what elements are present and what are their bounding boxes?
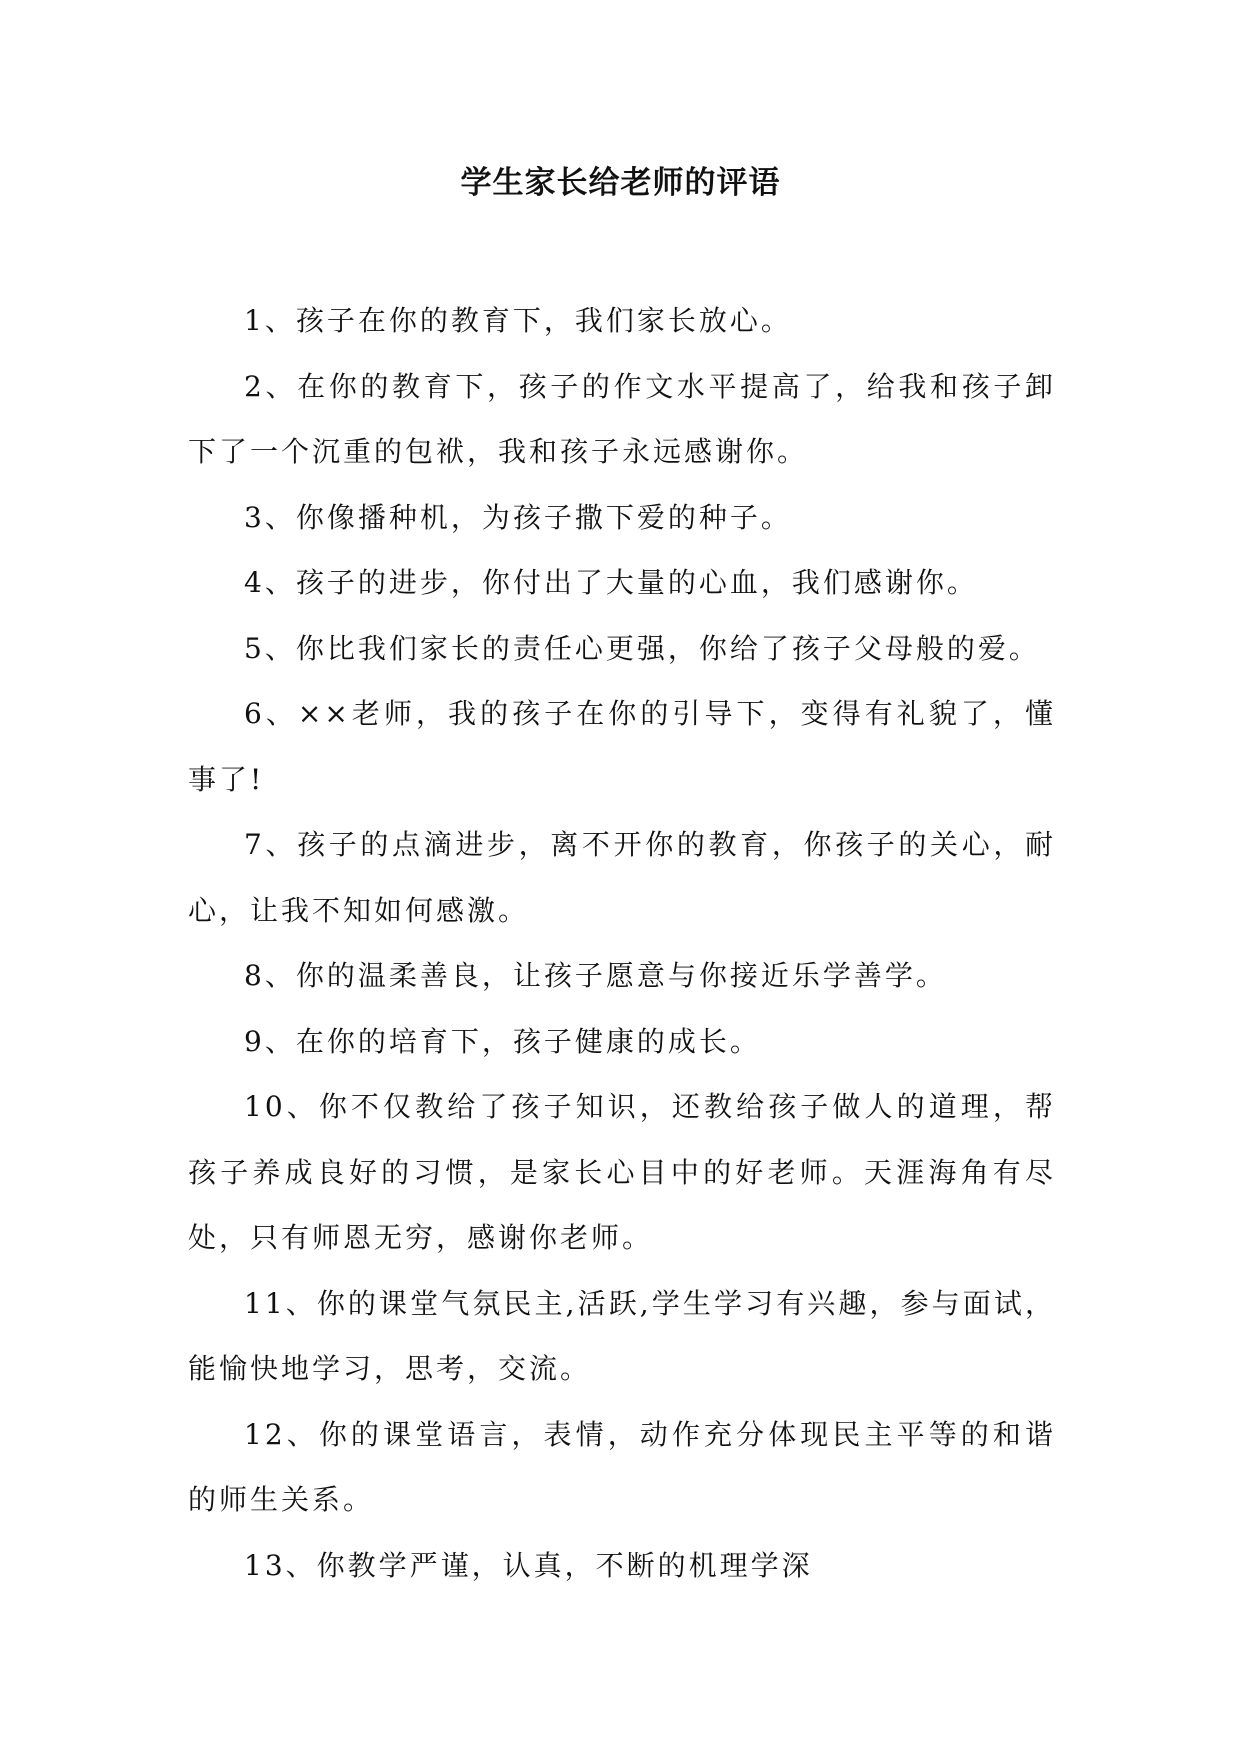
paragraph-4: 4、孩子的进步，你付出了大量的心血，我们感谢你。 (244, 566, 978, 599)
paragraph-6: 6、××老师，我的孩子在你的引导下，变得有礼貌了，懂事了! (188, 697, 1056, 796)
paragraph-10: 10、你不仅教给了孩子知识，还教给孩子做人的道理，帮孩子养成良好的习惯，是家长心目中的好老师。天涯海角有尽处，只有师恩无穷，感谢你老师。 (188, 1090, 1056, 1254)
paragraph-11: 11、你的课堂气氛民主,活跃,学生学习有兴趣，参与面试，能愉快地学习，思考，交流。 (188, 1286, 1056, 1385)
paragraph-9: 9、在你的培育下，孩子健康的成长。 (244, 1024, 761, 1058)
paragraph-12: 12、你的课堂语言，表情，动作充分体现民主平等的和谐的师生关系。 (188, 1417, 1056, 1516)
paragraph-5: 5、你比我们家长的责任心更强，你给了孩子父母般的爱。 (244, 631, 1040, 665)
paragraph-1: 1、孩子在你的教育下，我们家长放心。 (244, 304, 792, 337)
paragraph-3: 3、你像播种机，为孩子撒下爱的种子。 (244, 500, 792, 534)
document-title: 学生家长给老师的评语 (460, 165, 781, 201)
paragraph-2: 2、在你的教育下，孩子的作文水平提高了，给我和孩子卸下了一个沉重的包袱，我和孩子永远感谢你。 (188, 369, 1056, 468)
paragraph-8: 8、你的温柔善良，让孩子愿意与你接近乐学善学。 (244, 959, 947, 992)
paragraph-13: 13、你教学严谨，认真，不断的机理学深 (244, 1548, 813, 1582)
paragraph-7: 7、孩子的点滴进步，离不开你的教育，你孩子的关心，耐心，让我不知如何感激。 (188, 828, 1056, 927)
document-body (188, 288, 1056, 1598)
